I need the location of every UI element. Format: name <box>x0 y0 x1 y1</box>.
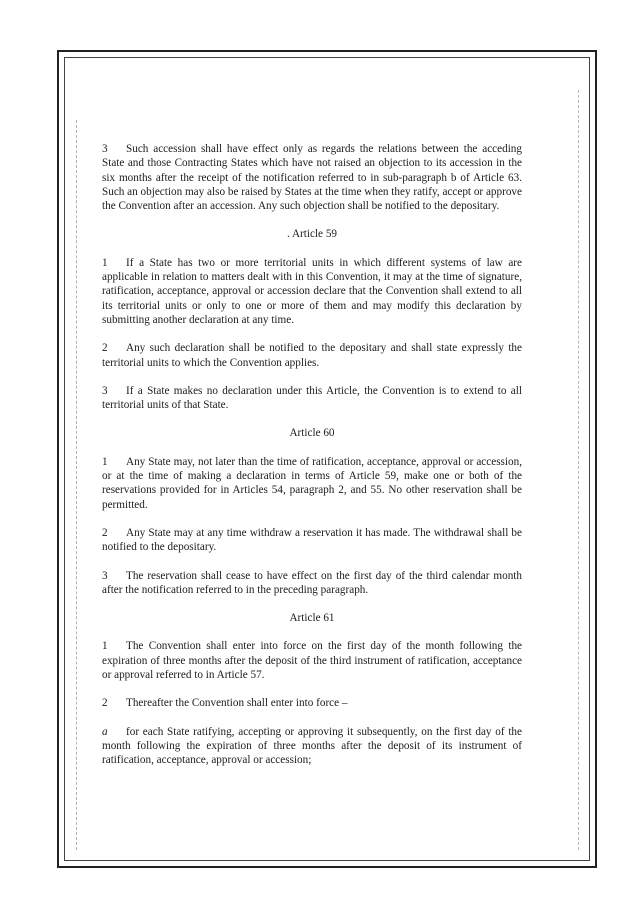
paragraph <box>102 142 522 213</box>
paragraph <box>102 639 522 682</box>
paragraph <box>102 455 522 512</box>
paragraph-text: for each State ratifying, accepting or approving it subsequently, on the first day of the month following the expiration of three months after the deposit of its instrument of ratification, acceptance, approval or accession; <box>102 725 522 767</box>
article-heading: Article 61 <box>289 612 335 625</box>
paragraph-number: 1 <box>102 640 108 653</box>
paragraph-number: 3 <box>102 143 108 155</box>
paragraph-number: 2 <box>102 697 108 710</box>
paragraph-number: 3 <box>102 384 108 397</box>
paragraph-number: 1 <box>102 256 108 269</box>
paragraph <box>102 384 522 413</box>
margin-line-left <box>76 120 77 850</box>
paragraph-number: 2 <box>102 526 108 539</box>
paragraph-number: 1 <box>102 455 108 468</box>
paragraph-text: Such accession shall have effect only as regards the relations between the acceding State and those Contracting States which have not raised an objection to its accession in the six months after the receipt of the notification referred to in sub-paragraph b of Article 63. Such an objection may also be raised by States at the time when they ratify, accept or approve the Convention after an accession. Any such objection shall be notified to the depositary. <box>102 143 522 213</box>
paragraph-text: Any State may at any time withdraw a reservation it has made. The withdrawal shall be notified to the depositary. <box>102 526 522 554</box>
document-body <box>102 142 522 782</box>
paragraph <box>102 341 522 370</box>
paragraph-text: The reservation shall cease to have effect on the first day of the third calendar month after the notification referred to in the preceding paragraph. <box>102 569 522 596</box>
paragraph-text: Any State may, not later than the time of ratification, acceptance, approval or accession, or at the time of making a declaration in terms of Article 59, make one or both of the reservations provided for in Articles 54, paragraph 2, and 55. No other reservation shall be permitted. <box>102 455 522 511</box>
paragraph <box>102 526 522 555</box>
paragraph <box>102 696 522 710</box>
paragraph-number: 3 <box>102 569 108 582</box>
margin-line-right <box>578 90 579 850</box>
paragraph-text: If a State makes no declaration under this Article, the Convention is to extend to all territorial units of that State. <box>102 384 522 412</box>
paragraph <box>102 569 522 598</box>
article-heading: . Article 59 <box>286 228 338 241</box>
paragraph-number: a <box>102 725 108 738</box>
paragraph-text: The Convention shall enter into force on the first day of the month following the expiration of three months after the deposit of the third instrument of ratification, acceptance or approval referred to in Article 57. <box>102 640 522 682</box>
paragraph-text: Thereafter the Convention shall enter into force – <box>126 697 348 710</box>
paragraph <box>102 725 522 768</box>
paragraph-text: Any such declaration shall be notified to the depositary and shall state expressly the territorial units to which the Convention applies. <box>102 342 522 369</box>
paragraph-number: 2 <box>102 342 108 355</box>
article-heading: Article 60 <box>289 427 335 440</box>
paragraph <box>102 256 522 327</box>
paragraph-text: If a State has two or more territorial units in which different systems of law are applicable in relation to matters dealt with in this Convention, it may at the time of signature, ratification, acceptance, approval or accession declare that the Convention shall extend to all its territorial units or only to one or more of them and may modify this declaration by submitting another declaration at any time. <box>102 256 522 326</box>
